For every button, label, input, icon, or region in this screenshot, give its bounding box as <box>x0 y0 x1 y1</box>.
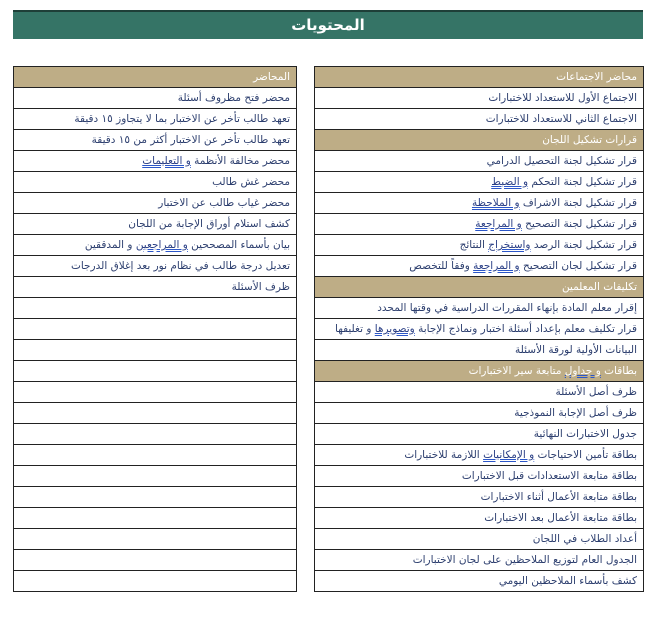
link[interactable]: و جداول <box>564 365 601 377</box>
list-item <box>14 151 297 172</box>
cell <box>14 88 297 109</box>
list-item <box>315 193 644 214</box>
list-item <box>315 172 644 193</box>
cell <box>315 88 644 109</box>
item-text: بطاقة تأمين الاحتياجات <box>534 449 637 461</box>
item-text: إقرار معلم المادة بإنهاء المقررات الدراسية في وقتها المحدد <box>377 302 637 314</box>
cell <box>315 130 644 151</box>
list-item <box>315 235 644 256</box>
cell <box>315 214 644 235</box>
list-item <box>315 382 644 403</box>
link[interactable]: واستخراج <box>488 239 531 251</box>
cell <box>14 466 297 487</box>
section-title: محاضر الاجتماعات <box>556 71 637 83</box>
cell <box>315 361 644 382</box>
list-item <box>315 340 644 361</box>
link[interactable]: و التعليمات <box>142 155 191 167</box>
cell <box>14 319 297 340</box>
link[interactable]: و الإمكانيات <box>483 449 535 461</box>
link[interactable]: و المراجعين <box>135 239 188 251</box>
item-text: محضر فتح مظروف أسئلة <box>177 92 290 104</box>
item-text: كشف بأسماء الملاحظين اليومي <box>498 575 637 587</box>
cell <box>315 529 644 550</box>
cell <box>14 403 297 424</box>
empty-row <box>14 571 297 592</box>
list-item <box>14 214 297 235</box>
item-text: بيان بأسماء المصححين <box>187 239 290 251</box>
cell <box>14 340 297 361</box>
cell <box>315 298 644 319</box>
list-item <box>315 298 644 319</box>
item-text: اللازمة للاختبارات <box>404 449 484 461</box>
link[interactable]: و المراجعة <box>473 260 520 272</box>
item-text: الاجتماع الأول للاستعداد للاختبارات <box>488 92 637 104</box>
page-title: المحتويات <box>13 10 643 39</box>
item-text: محضر مخالفة الأنظمة <box>190 155 290 167</box>
item-text: قرار تشكيل لجنة الاشراف <box>519 197 637 209</box>
item-text: قرار تشكيل لجان التصحيح <box>519 260 637 272</box>
item-text: محضر غياب طالب عن الاختبار <box>158 197 290 209</box>
cell <box>315 340 644 361</box>
cell <box>315 550 644 571</box>
item-text: الاجتماع الثاني للاستعداد للاختبارات <box>485 113 637 125</box>
cell <box>14 235 297 256</box>
cell <box>14 571 297 592</box>
section-title: بطاقات <box>600 365 637 377</box>
cell <box>14 67 297 88</box>
section-header <box>315 130 644 151</box>
cell <box>315 109 644 130</box>
list-item <box>315 466 644 487</box>
empty-row <box>14 445 297 466</box>
contents-table-right <box>314 66 644 592</box>
list-item <box>315 550 644 571</box>
section-title: قرارات تشكيل اللجان <box>542 134 637 146</box>
cell <box>14 151 297 172</box>
item-text: تعهد طالب تأخر عن الاختبار بما لا يتجاوز ١٥ دقيقة <box>74 113 290 125</box>
link[interactable]: و الضبط <box>491 176 529 188</box>
empty-row <box>14 361 297 382</box>
cell <box>315 508 644 529</box>
cell <box>315 151 644 172</box>
item-text: ظرف أصل الإجابة النموذجية <box>514 407 637 419</box>
cell <box>315 445 644 466</box>
empty-row <box>14 550 297 571</box>
list-item <box>315 151 644 172</box>
cell <box>14 445 297 466</box>
cell <box>14 214 297 235</box>
cell <box>14 550 297 571</box>
cell <box>14 130 297 151</box>
empty-row <box>14 298 297 319</box>
list-item <box>315 214 644 235</box>
item-text: ظرف أصل الأسئلة <box>555 386 637 398</box>
list-item <box>315 109 644 130</box>
item-text: وفقاً للتخصص <box>409 260 474 272</box>
item-text: جدول الاختبارات النهائية <box>533 428 637 440</box>
cell <box>315 571 644 592</box>
empty-row <box>14 424 297 445</box>
cell <box>14 172 297 193</box>
cell <box>315 487 644 508</box>
list-item <box>14 172 297 193</box>
item-text: كشف استلام أوراق الإجابة من اللجان <box>128 218 290 230</box>
empty-row <box>14 340 297 361</box>
item-text: قرار تشكيل لجنة التصحيح <box>521 218 637 230</box>
cell <box>14 487 297 508</box>
cell <box>315 424 644 445</box>
section-header <box>315 361 644 382</box>
item-text: و تغليفها <box>335 323 375 335</box>
list-item <box>14 109 297 130</box>
item-text: قرار تشكيل لجنة التحكم <box>528 176 637 188</box>
item-text: بطاقة متابعة الأعمال أثناء الاختبارات <box>480 491 637 503</box>
cell <box>315 466 644 487</box>
link[interactable]: و المراجعة <box>475 218 522 230</box>
list-item <box>315 445 644 466</box>
item-text: النتائج <box>459 239 489 251</box>
item-text: قرار تشكيل لجنة التحصيل الدرامي <box>486 155 637 167</box>
item-text: و المدققين <box>84 239 136 251</box>
section-header <box>315 277 644 298</box>
cell <box>315 403 644 424</box>
list-item <box>14 256 297 277</box>
item-text: قرار تشكيل لجنة الرصد <box>530 239 637 251</box>
empty-row <box>14 487 297 508</box>
list-item <box>14 130 297 151</box>
list-item <box>315 88 644 109</box>
cell <box>315 382 644 403</box>
section-header <box>315 67 644 88</box>
section-title: متابعة سير الاختبارات <box>468 365 565 377</box>
cell <box>315 319 644 340</box>
list-item <box>315 508 644 529</box>
link[interactable]: وتصويرها <box>374 323 415 335</box>
section-title: تكليفات المعلمين <box>561 281 637 293</box>
list-item <box>14 235 297 256</box>
cell <box>14 361 297 382</box>
item-text: بطاقة متابعة الاستعدادات قبل الاختبارات <box>461 470 637 482</box>
cell <box>14 529 297 550</box>
item-text: البيانات الأولية لورقة الأسئلة <box>515 344 637 356</box>
contents-table-left <box>13 66 297 592</box>
item-text: قرار تكليف معلم بإعداد أسئلة اختبار ونماذج الإجابة <box>414 323 637 335</box>
empty-row <box>14 466 297 487</box>
cell <box>315 67 644 88</box>
list-item <box>315 403 644 424</box>
list-item <box>315 487 644 508</box>
list-item <box>14 88 297 109</box>
item-text: أعداد الطلاب في اللجان <box>532 533 637 545</box>
cell <box>14 298 297 319</box>
cell <box>14 382 297 403</box>
item-text: الجدول العام لتوزيع الملاحظين على لجان الاختبارات <box>412 554 637 566</box>
cell <box>14 277 297 298</box>
cell <box>14 109 297 130</box>
cell <box>315 193 644 214</box>
cell <box>315 277 644 298</box>
list-item <box>14 193 297 214</box>
list-item <box>315 319 644 340</box>
cell <box>315 172 644 193</box>
section-title: المحاضر <box>253 71 290 83</box>
list-item <box>315 529 644 550</box>
list-item <box>14 277 297 298</box>
list-item <box>315 256 644 277</box>
empty-row <box>14 319 297 340</box>
empty-row <box>14 403 297 424</box>
cell <box>315 235 644 256</box>
cell <box>14 256 297 277</box>
item-text: ظرف الأسئلة <box>231 281 290 293</box>
cell <box>14 193 297 214</box>
item-text: تعهد طالب تأخر عن الاختبار أكثر من ١٥ دقيقة <box>91 134 290 146</box>
item-text: بطاقة متابعة الأعمال بعد الاختبارات <box>484 512 637 524</box>
cell <box>14 508 297 529</box>
cell <box>315 256 644 277</box>
empty-row <box>14 529 297 550</box>
list-item <box>315 571 644 592</box>
empty-row <box>14 382 297 403</box>
link[interactable]: و الملاحظة <box>471 197 520 209</box>
cell <box>14 424 297 445</box>
list-item <box>315 424 644 445</box>
empty-row <box>14 508 297 529</box>
item-text: تعديل درجة طالب في نظام نور بعد إغلاق الدرجات <box>70 260 290 272</box>
section-header <box>14 67 297 88</box>
item-text: محضر غش طالب <box>212 176 290 188</box>
